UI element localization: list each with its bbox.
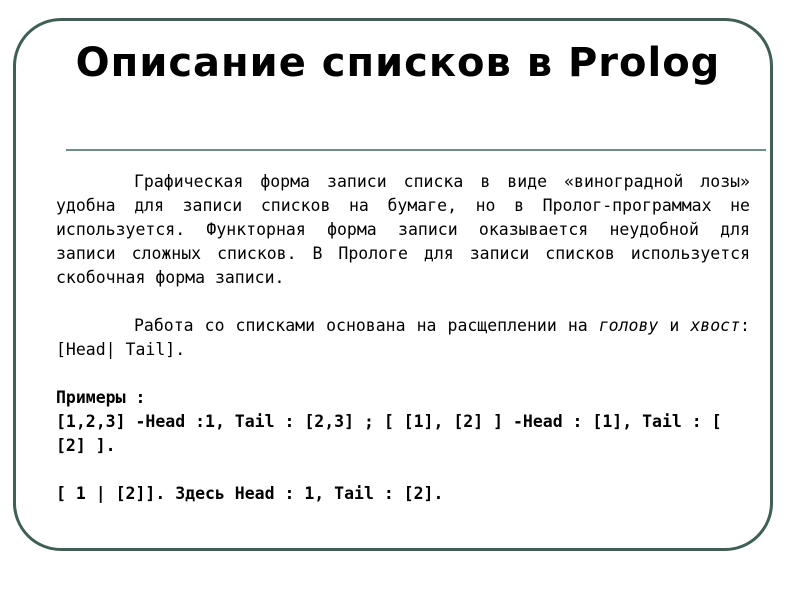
- example-2: [ 1 | [2]]. Здесь Head : 1, Tail : [2].: [56, 484, 444, 503]
- paragraph-head-tail: [56, 314, 750, 362]
- paragraph-head-tail-start: Работа со списками основана на расщеплении на: [134, 316, 599, 335]
- term-head: голову: [598, 316, 659, 335]
- example-1: [1,2,3] -Head :1, Tail : [2,3] ; [ [1], [2] ] -Head : [1], Tail : [ [2] ].: [56, 412, 722, 455]
- paragraph-head-tail-end: : [Head| Tail].: [56, 316, 750, 359]
- slide-title: Описание списков в Prolog: [75, 40, 721, 86]
- title-divider: [66, 149, 766, 151]
- term-tail: хвост: [690, 316, 741, 335]
- slide-body: [56, 170, 750, 506]
- conjunction: и: [658, 316, 691, 335]
- paragraph-list-notation: Графическая форма записи списка в виде «виноградной лозы» удобна для записи списков на бумаге, но в Пролог-программах не используется. Функторная форма записи оказывается неудобной для записи сложных списков. В Прологе для записи списков используется скобочная форма записи.: [56, 172, 750, 287]
- examples-label: Примеры :: [56, 388, 146, 407]
